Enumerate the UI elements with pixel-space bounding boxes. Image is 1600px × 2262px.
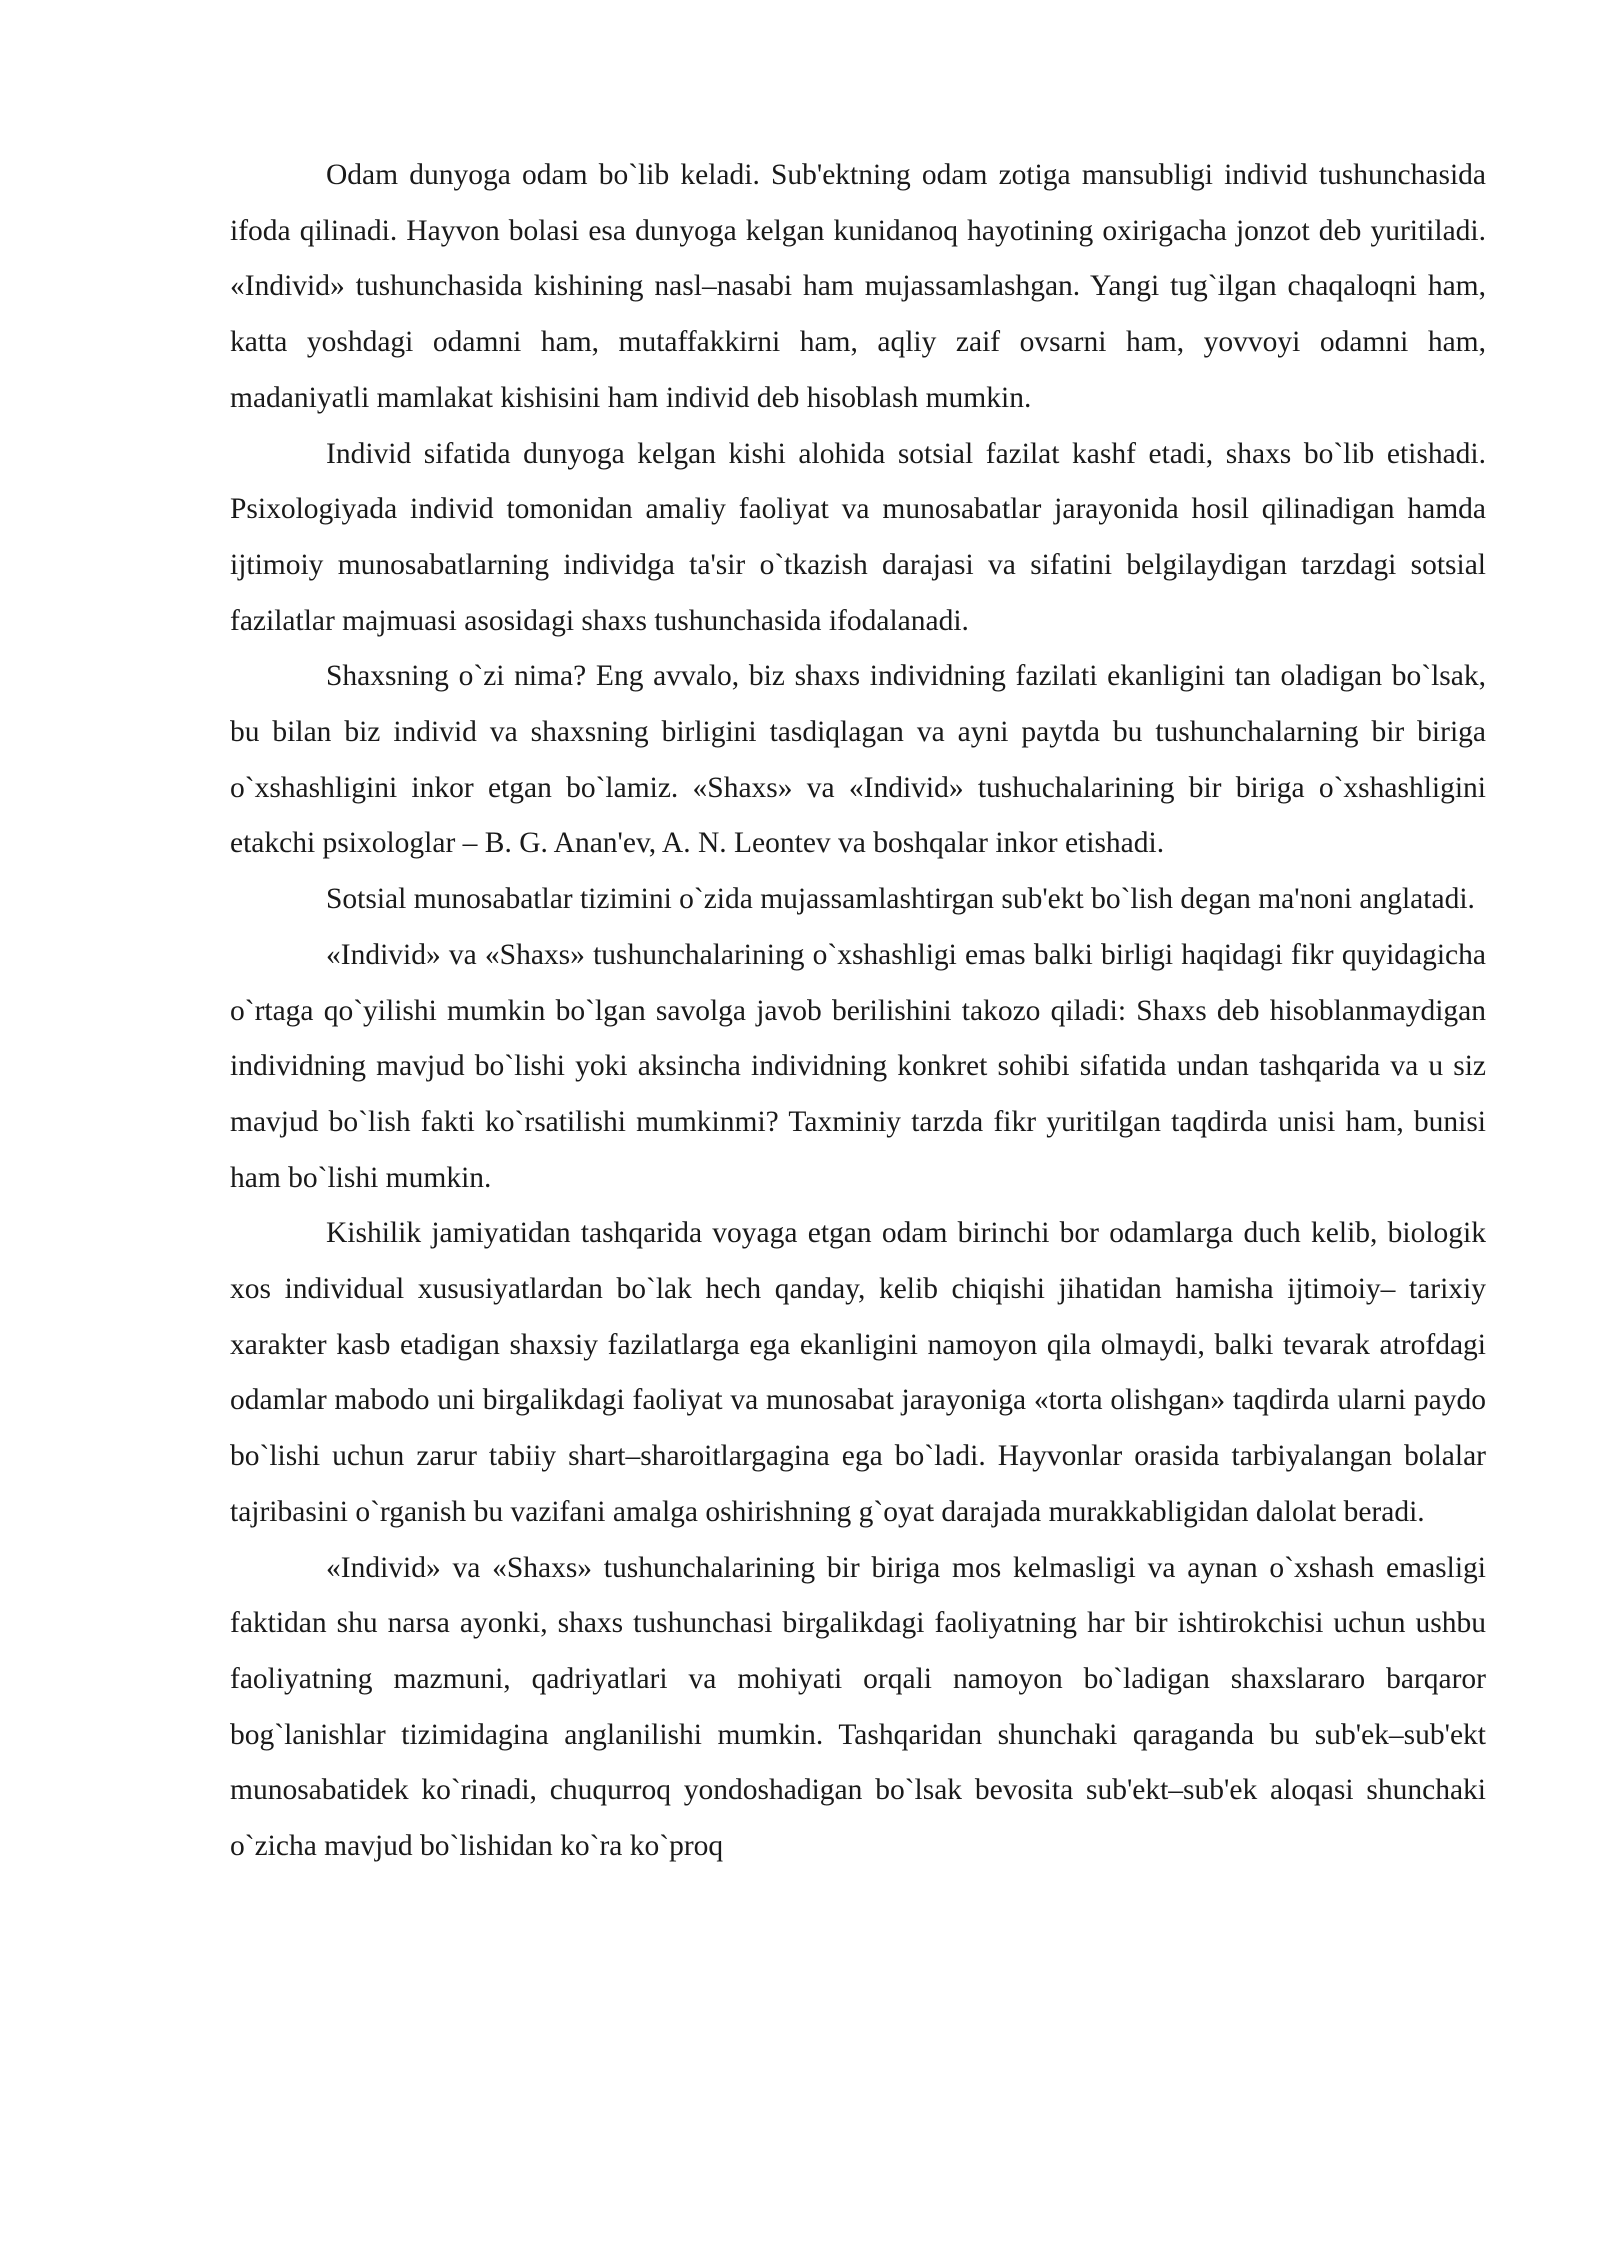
paragraph-social-relations: Sotsial munosabatlar tizimini o`zida mujassamlashtirgan sub'ekt bo`lish degan ma'noni anglatadi. [326,883,1475,916]
paragraph-shaxs-question: Shaxsning o`zi nima? Eng avvalo, biz shaxs individning fazilati ekanligini tan oladigan bo`lsak, bu bilan biz individ va shaxsning birligini tasdiqlagan va ayni paytda bu tushunchalarning bir biriga o`xshashligini inkor etgan bo`lamiz. «Shaxs» va «Individ» tushuchalarining bir biriga o`xshashligini etakchi psixologlar – B. G. Anan'ev, A. N. Leontev va boshqalar inkor etishadi. [230,660,1486,860]
paragraph-mismatch: «Individ» va «Shaxs» tushunchalarining bir biriga mos kelmasligi va aynan o`xshash emasligi faktidan shu narsa ayonki, shaxs tushunchasi birgalikdagi faoliyatning har bir ishtirokchisi uchun ushbu faoliyatning mazmuni, qadriyatlari va mohiyati orqali namoyon bo`ladigan shaxslararo barqaror bog`lanishlar tizimidagina anglanilishi mumkin. Tashqaridan shunchaki qaraganda bu sub'ek–sub'ekt munosabatidek ko`rinadi, chuqurroq yondoshadigan bo`lsak bevosita sub'ekt–sub'ek aloqasi shunchaki o`zicha mavjud bo`lishidan ko`ra ko`proq [230,1551,1486,1863]
paragraph-society-outside: Kishilik jamiyatidan tashqarida voyaga etgan odam birinchi bor odamlarga duch kelib, biologik xos individual xususiyatlardan bo`lak hech qanday, kelib chiqishi jihatidan hamisha ijtimoiy– tarixiy xarakter kasb etadigan shaxsiy fazilatlarga ega ekanligini namoyon qila olmaydi, balki tevarak atrofdagi odamlar mabodo uni birgalikdagi faoliyat va munosabat jarayoniga «torta olishgan» taqdirda ularni paydo bo`lishi uchun zarur tabiiy shart–sharoitlargagina ega bo`ladi. Hayvonlar orasida tarbiyalangan bolalar tajribasini o`rganish bu vazifani amalga oshirishning g`oyat darajada murakkabligidan dalolat beradi. [230,1217,1486,1528]
paragraph-individ-definition: Odam dunyoga odam bo`lib keladi. Sub'ektning odam zotiga mansubligi individ tushunchasida ifoda qilinadi. Hayvon bolasi esa dunyoga kelgan kunidanoq hayotining oxirigacha jonzot deb yuritiladi. «Individ» tushunchasida kishining nasl–nasabi ham mujassamlashgan. Yangi tug`ilgan chaqaloqni ham, katta yoshdagi odamni ham, mutaffakkirni ham, aqliy zaif ovsarni ham, yovvoyi odamni ham, madaniyatli mamlakat kishisini ham individ deb hisoblash mumkin. [230,159,1486,414]
paragraph-unity-question: «Individ» va «Shaxs» tushunchalarining o`xshashligi emas balki birligi haqidagi fikr quyidagicha o`rtaga qo`yilishi mumkin bo`lgan savolga javob berilishini takozo qiladi: Shaxs deb hisoblanmaydigan individning mavjud bo`lishi yoki aksincha individning konkret sohibi sifatida undan tashqarida va u siz mavjud bo`lish fakti ko`rsatilishi mumkinmi? Taxminiy tarzda fikr yuritilgan taqdirda unisi ham, bunisi ham bo`lishi mumkin. [230,938,1486,1194]
document-page [230,148,1486,1875]
paragraph-shaxs-formation: Individ sifatida dunyoga kelgan kishi alohida sotsial fazilat kashf etadi, shaxs bo`lib etishadi. Psixologiyada individ tomonidan amaliy faoliyat va munosabatlar jarayonida hosil qilinadigan hamda ijtimoiy munosabatlarning individga ta'sir o`tkazish darajasi va sifatini belgilaydigan tarzdagi sotsial fazilatlar majmuasi asosidagi shaxs tushunchasida ifodalanadi. [230,437,1486,637]
